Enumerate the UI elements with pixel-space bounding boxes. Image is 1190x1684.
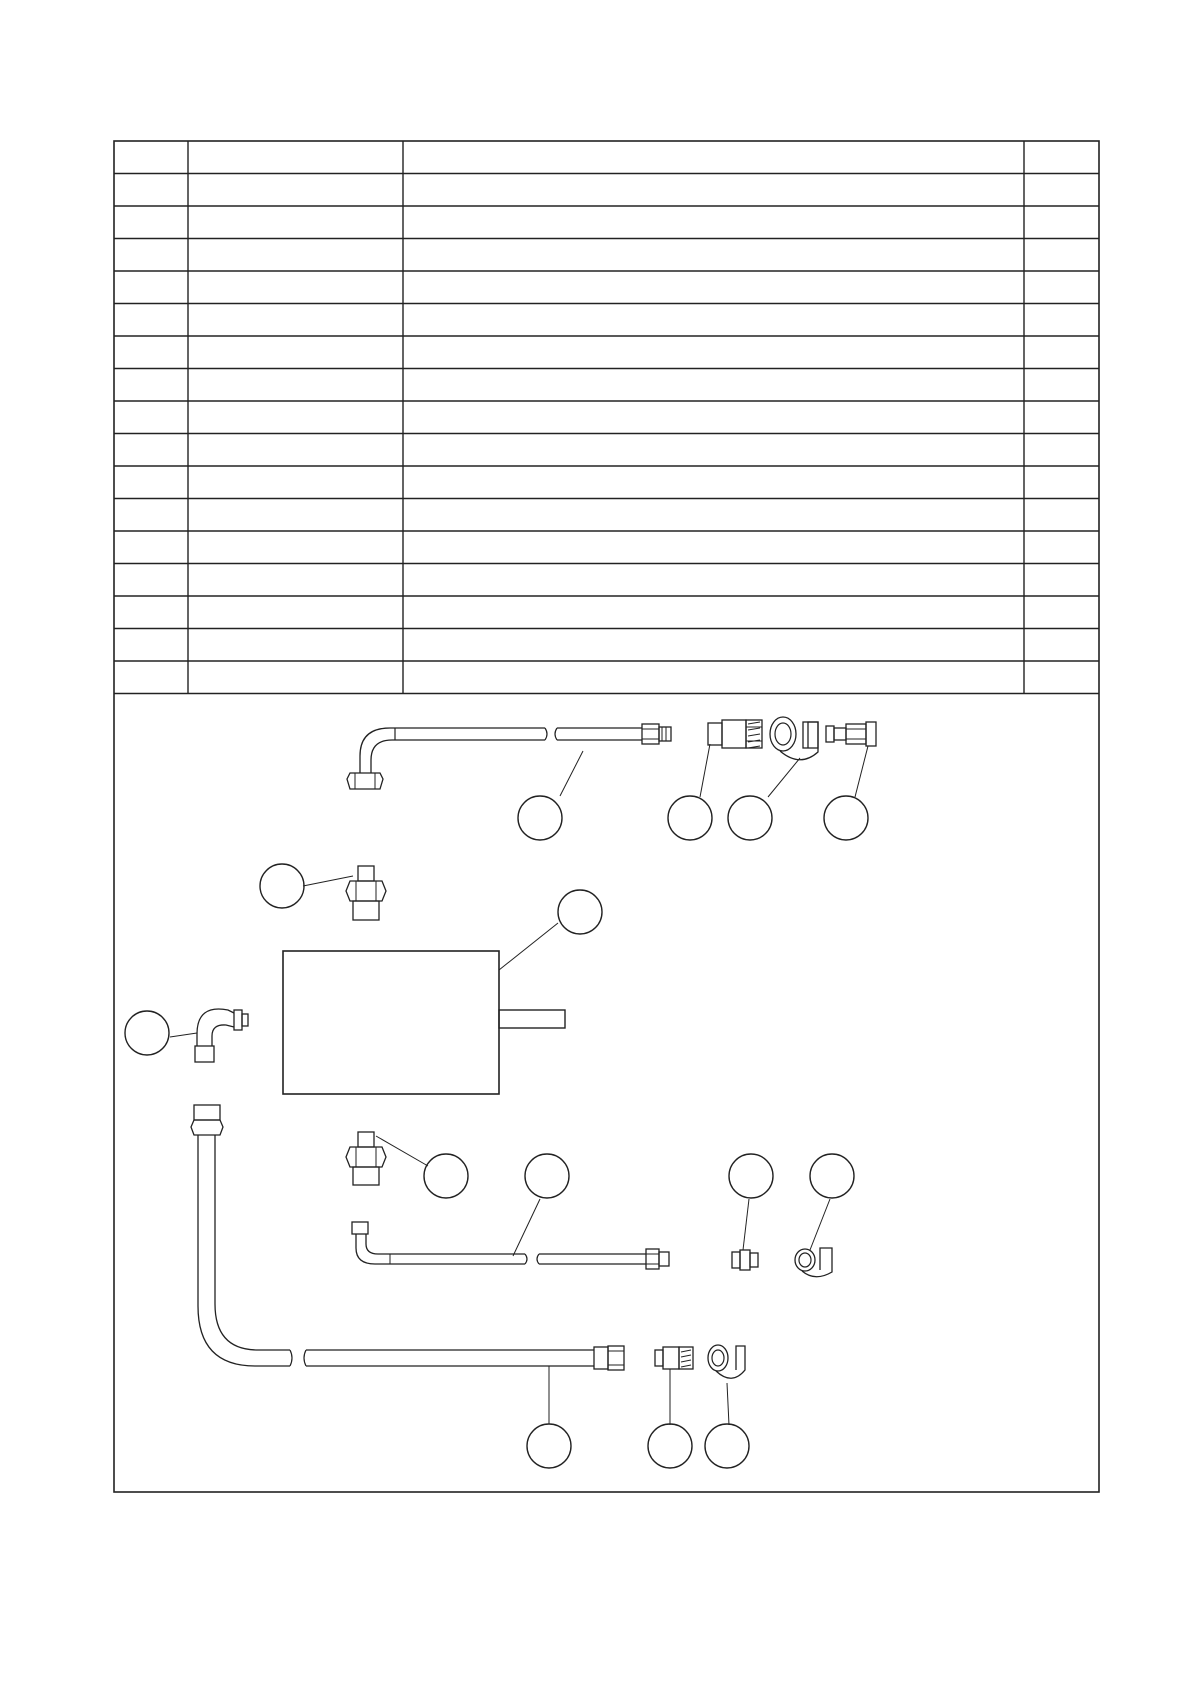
callout-circle	[424, 1154, 468, 1198]
hose-end-fitting	[642, 724, 671, 744]
callout-balloon	[729, 1154, 773, 1198]
upper-hose	[360, 728, 642, 773]
callout-balloon	[260, 864, 304, 908]
callout-circle	[668, 796, 712, 840]
elbow-fitting	[195, 1009, 248, 1062]
callout-circle	[525, 1154, 569, 1198]
sheet-frame	[114, 141, 1099, 1492]
callout-balloon	[668, 796, 712, 840]
callout-balloon	[125, 1011, 169, 1055]
small-dust-cap	[795, 1248, 832, 1277]
leader-lines	[170, 744, 868, 1425]
callout-circle	[558, 890, 602, 934]
callout-balloon	[810, 1154, 854, 1198]
callout-circle	[260, 864, 304, 908]
dust-cap-with-strap	[770, 717, 818, 760]
callout-circle	[824, 796, 868, 840]
hose-swivel-nut	[347, 773, 383, 789]
bottom-coupler-socket	[655, 1347, 693, 1369]
callout-circle	[705, 1424, 749, 1468]
quick-coupler-plug	[826, 722, 876, 746]
callout-circle	[125, 1011, 169, 1055]
straight-fitting-lower	[346, 1132, 386, 1185]
callout-balloon	[558, 890, 602, 934]
callout-circle	[527, 1424, 571, 1468]
callout-circle	[648, 1424, 692, 1468]
small-coupler-plug	[732, 1250, 758, 1270]
callout-balloon	[424, 1154, 468, 1198]
callout-circle	[810, 1154, 854, 1198]
callout-balloon	[518, 796, 562, 840]
quick-coupler-socket	[708, 720, 762, 748]
callout-circle	[518, 796, 562, 840]
motor-housing	[283, 951, 565, 1094]
callout-balloon	[728, 796, 772, 840]
callout-circle	[729, 1154, 773, 1198]
callout-balloon	[705, 1424, 749, 1468]
long-hose	[191, 1105, 624, 1370]
callout-balloon	[527, 1424, 571, 1468]
parts-table	[114, 141, 1099, 694]
callout-balloon	[824, 796, 868, 840]
bottom-dust-cap	[708, 1345, 745, 1378]
callout-balloon	[525, 1154, 569, 1198]
callout-circle	[728, 796, 772, 840]
exploded-parts-drawing	[125, 717, 876, 1468]
middle-hose	[352, 1222, 669, 1269]
straight-fitting-upper	[346, 866, 386, 920]
callout-balloon	[648, 1424, 692, 1468]
callout-group	[125, 796, 868, 1468]
